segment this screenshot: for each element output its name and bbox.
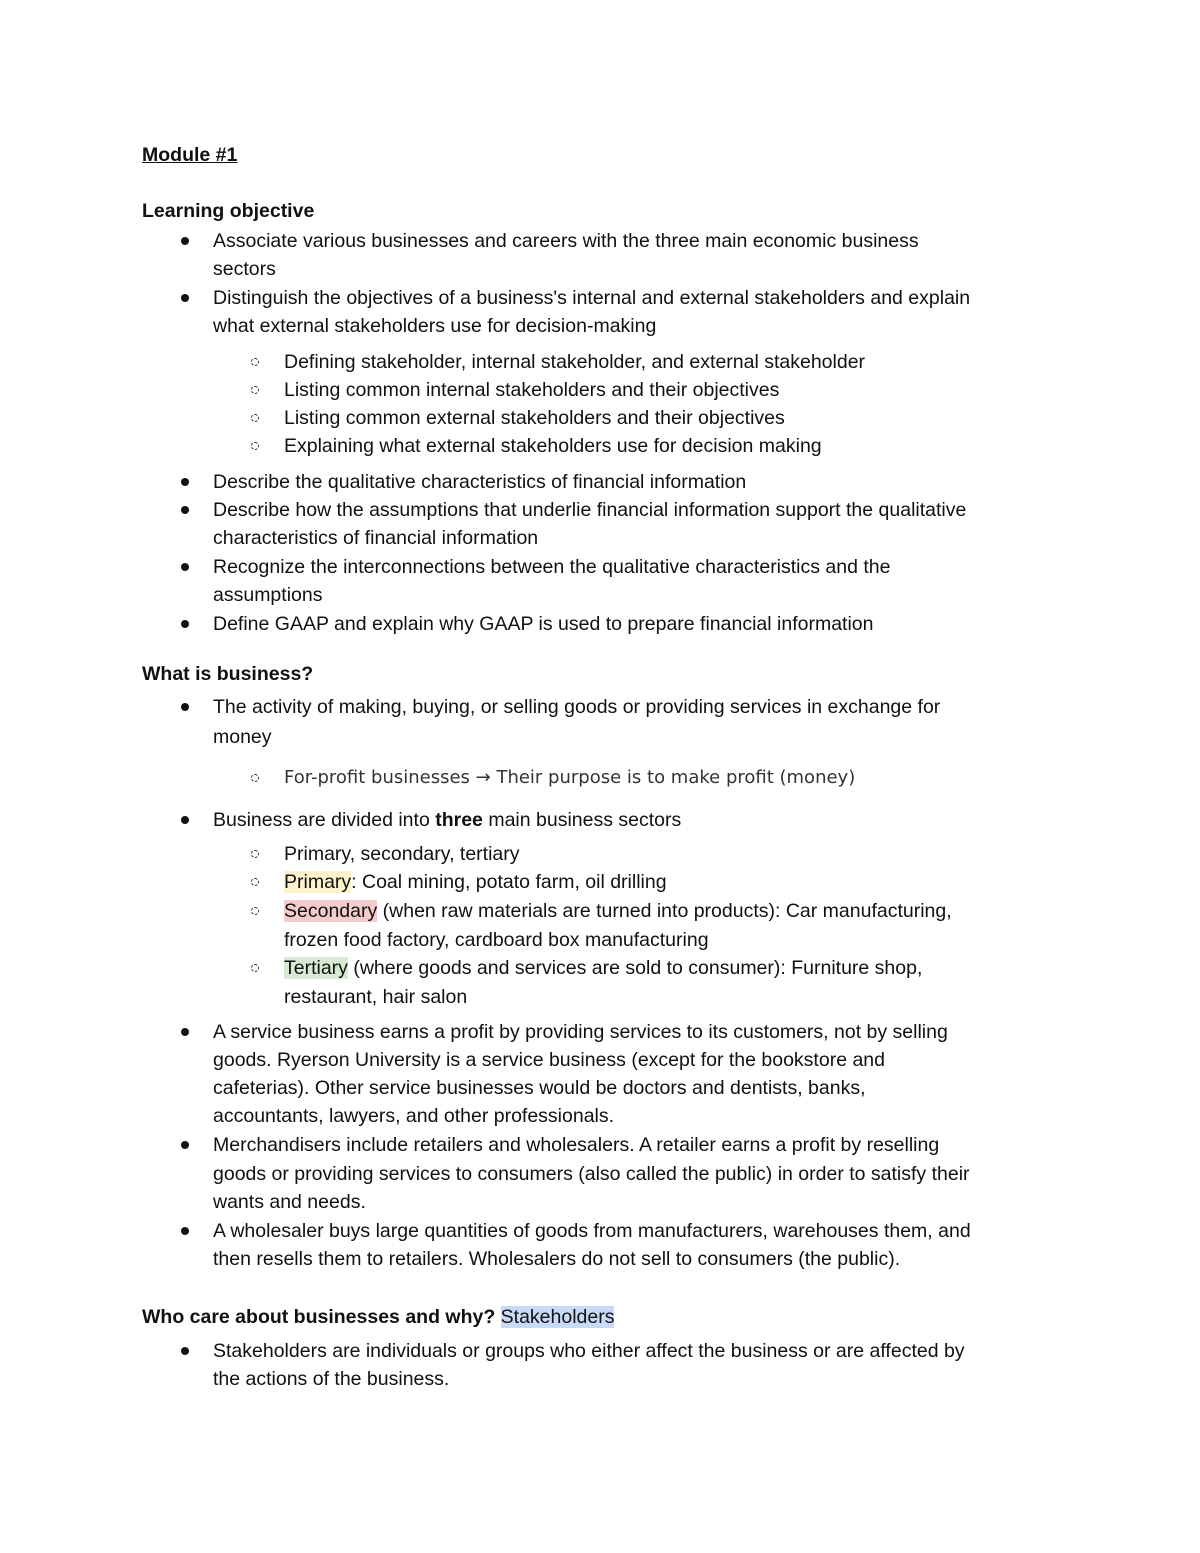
list-item-text: A service business earns a profit by providing services to its customers, not by selling [213,1021,948,1043]
page-title: Module #1 [142,144,238,166]
sub-bullet-icon [251,850,259,858]
sub-list-item-text: Defining stakeholder, internal stakeholder, and external stakeholder [284,351,866,373]
sub-bullet-icon [251,774,259,782]
list-item-text: Recognize the interconnections between the qualitative characteristics and the [213,556,891,578]
list-item-text: goods or providing services to consumers (also called the public) in order to satisfy their [213,1163,970,1185]
list-item-text: Merchandisers include retailers and wholesalers. A retailer earns a profit by reselling [213,1134,940,1156]
list-item-text: Describe how the assumptions that underlie financial information support the qualitative [213,499,967,521]
list-item-text: characteristics of financial information [213,527,539,549]
sub-bullet-icon [251,358,259,366]
list-item-text-part: main business sectors [482,809,682,831]
list-item-text: assumptions [213,584,323,606]
sub-list-item-text: Listing common external stakeholders and their objectives [284,407,785,429]
sub-list-item-text-part: (when raw materials are turned into products): Car manufacturing, [377,900,952,922]
sub-list-item-text [284,899,952,923]
bullet-icon [181,294,189,302]
list-item-text: Define GAAP and explain why GAAP is used to prepare financial information [213,613,874,635]
sub-list-item-text: frozen food factory, cardboard box manufacturing [284,929,709,951]
stakeholders-highlight: Stakeholders [500,1306,615,1328]
sub-bullet-icon [251,386,259,394]
list-item-text: accountants, lawyers, and other professionals. [213,1105,615,1127]
list-item-text: goods. Ryerson University is a service business (except for the bookstore and [213,1049,885,1071]
sub-list-item-text: Explaining what external stakeholders use for decision making [284,435,822,457]
list-item-text: sectors [213,258,276,280]
list-item-text: Distinguish the objectives of a business's internal and external stakeholders and explain [213,287,971,309]
what-is-business-heading: What is business? [142,663,314,685]
learning-objective-heading: Learning objective [142,200,315,222]
list-item-text: The activity of making, buying, or selling goods or providing services in exchange for [213,696,941,718]
list-item-text: Associate various businesses and careers with the three main economic business [213,230,919,252]
sub-list-item-text-part: (where goods and services are sold to consumer): Furniture shop, [347,957,923,979]
list-item-text: then resells them to retailers. Wholesalers do not sell to consumers (the public). [213,1248,901,1270]
sub-list-item-text: Primary, secondary, tertiary [284,843,520,865]
sub-bullet-icon [251,878,259,886]
sub-list-item-text [284,870,667,894]
list-item-text: A wholesaler buys large quantities of goods from manufacturers, warehouses them, and [213,1220,971,1242]
sub-bullet-icon [251,414,259,422]
stakeholders-heading [142,1305,614,1329]
emphasis-three: three [435,809,483,831]
bullet-icon [181,237,189,245]
sub-list-item-text-part: : Coal mining, potato farm, oil drilling [351,871,667,893]
list-item-text: wants and needs. [213,1191,366,1213]
bullet-icon [181,1141,189,1149]
list-item-text: Describe the qualitative characteristics of financial information [213,471,747,493]
list-item-text: the actions of the business. [213,1368,450,1390]
bullet-icon [181,506,189,514]
secondary-highlight: Secondary [284,900,378,922]
sub-list-item-text: restaurant, hair salon [284,986,468,1008]
tertiary-highlight: Tertiary [284,957,348,979]
primary-highlight: Primary [284,871,352,893]
list-item-text [213,808,681,832]
bullet-icon [181,816,189,824]
list-item-text-part: Business are divided into [213,809,436,831]
bullet-icon [181,1347,189,1355]
sub-list-item-text: For-profit businesses → Their purpose is to make profit (money) [284,767,856,788]
stakeholders-heading-text: Who care about businesses and why? [142,1306,501,1328]
sub-bullet-icon [251,442,259,450]
list-item-text: Stakeholders are individuals or groups who either affect the business or are affected by [213,1340,965,1362]
bullet-icon [181,1028,189,1036]
bullet-icon [181,1227,189,1235]
bullet-icon [181,620,189,628]
bullet-icon [181,478,189,486]
bullet-icon [181,563,189,571]
sub-bullet-icon [251,964,259,972]
sub-bullet-icon [251,907,259,915]
list-item-text: money [213,726,272,748]
list-item-text: cafeterias). Other service businesses would be doctors and dentists, banks, [213,1077,866,1099]
bullet-icon [181,703,189,711]
sub-list-item-text [284,956,922,980]
list-item-text: what external stakeholders use for decision-making [213,315,657,337]
sub-list-item-text: Listing common internal stakeholders and their objectives [284,379,780,401]
